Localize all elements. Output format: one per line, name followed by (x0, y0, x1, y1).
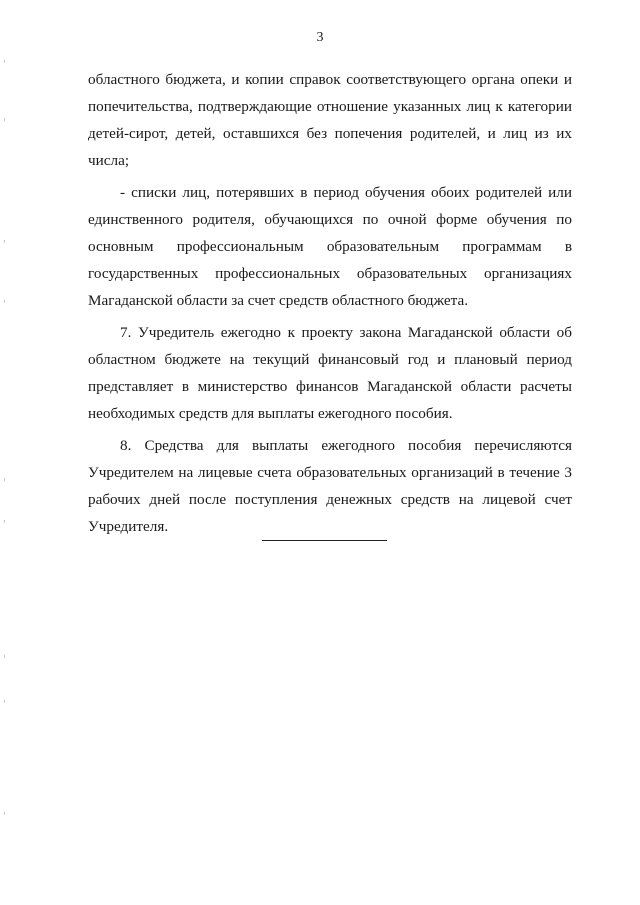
page-number: 3 (316, 30, 324, 45)
paragraph-clause-8: 8. Средства для выплаты ежегодного пособия перечисляются Учредителем на лицевые счета образовательных организаций в течение 3 рабочих дней после поступления денежных средств на лицевой счет Учредителя. (88, 437, 572, 535)
scan-speck (4, 300, 5, 303)
scan-speck (4, 812, 5, 815)
scan-speck (4, 240, 5, 243)
paragraph-clause-7: 7. Учредитель ежегодно к проекту закона Магаданской области об областном бюджете на текущий финансовый год и плановый период представляет в министерство финансов Магаданской области расчеты необходимых средств для выплаты ежегодного пособия. (88, 324, 572, 422)
scan-speck (4, 700, 5, 703)
scan-speck (4, 655, 5, 658)
paragraph-continuation: областного бюджета, и копии справок соответствующего органа опеки и попечительства, подтверждающие отношение указанных лиц к категории детей-сирот, детей, оставшихся без попечения родителей, и лиц из их числа; (88, 71, 572, 169)
document-body (88, 66, 572, 540)
closing-divider-line (262, 540, 387, 541)
scan-speck (4, 60, 5, 63)
scan-speck (4, 118, 5, 121)
paragraph-list-item: - списки лиц, потерявших в период обучения обоих родителей или единственного родителя, обучающихся по очной форме обучения по основным профессиональным образовательным программам в государственных профессиональных образовательных организациях Магаданской области за счет средств областного бюджета. (88, 184, 572, 309)
scan-speck (4, 478, 5, 481)
scan-speck (4, 520, 5, 523)
scan-edge-marks (0, 0, 12, 905)
